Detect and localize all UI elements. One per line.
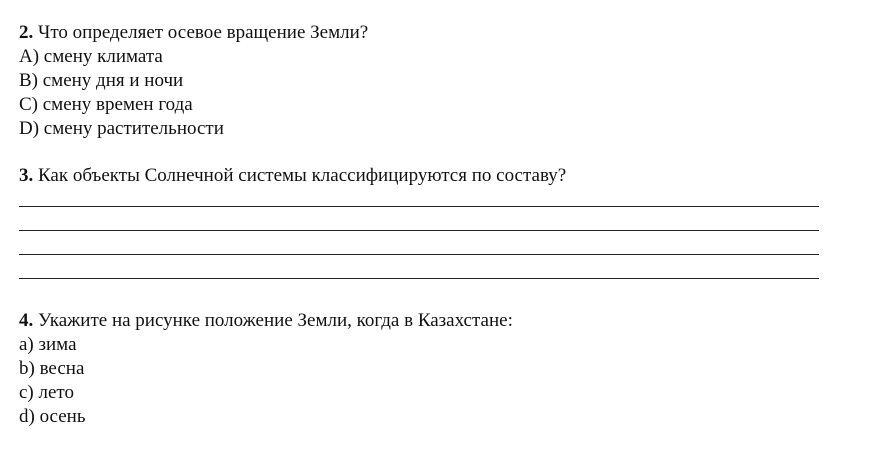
question-2-option-b: B) смену дня и ночи bbox=[19, 70, 184, 91]
question-4-option-b: b) весна bbox=[19, 358, 85, 379]
question-4-text: Укажите на рисунке положение Земли, когда в Казахстане: bbox=[38, 310, 513, 331]
question-2-option-c: C) смену времен года bbox=[19, 94, 193, 115]
answer-line[interactable] bbox=[19, 207, 819, 231]
question-3 bbox=[19, 164, 819, 279]
question-2-option-a: A) смену климата bbox=[19, 46, 163, 67]
question-2 bbox=[19, 21, 819, 141]
answer-line[interactable] bbox=[19, 255, 819, 279]
question-4-option-c: c) лето bbox=[19, 382, 74, 403]
question-3-text: Как объекты Солнечной системы классифицируются по составу? bbox=[38, 165, 567, 186]
worksheet bbox=[19, 21, 819, 429]
question-2-text: Что определяет осевое вращение Земли? bbox=[38, 22, 369, 43]
question-2-number: 2. bbox=[19, 22, 34, 43]
answer-line[interactable] bbox=[19, 231, 819, 255]
question-3-number: 3. bbox=[19, 165, 34, 186]
question-4 bbox=[19, 309, 819, 429]
question-4-number: 4. bbox=[19, 310, 34, 331]
question-4-option-a: a) зима bbox=[19, 334, 77, 355]
question-2-option-d: D) смену растительности bbox=[19, 118, 224, 139]
question-4-heading bbox=[19, 309, 819, 333]
answer-lines bbox=[19, 194, 819, 279]
question-3-heading bbox=[19, 164, 819, 188]
question-4-option-d: d) осень bbox=[19, 406, 86, 427]
question-2-heading bbox=[19, 21, 819, 45]
answer-line[interactable] bbox=[19, 194, 819, 207]
